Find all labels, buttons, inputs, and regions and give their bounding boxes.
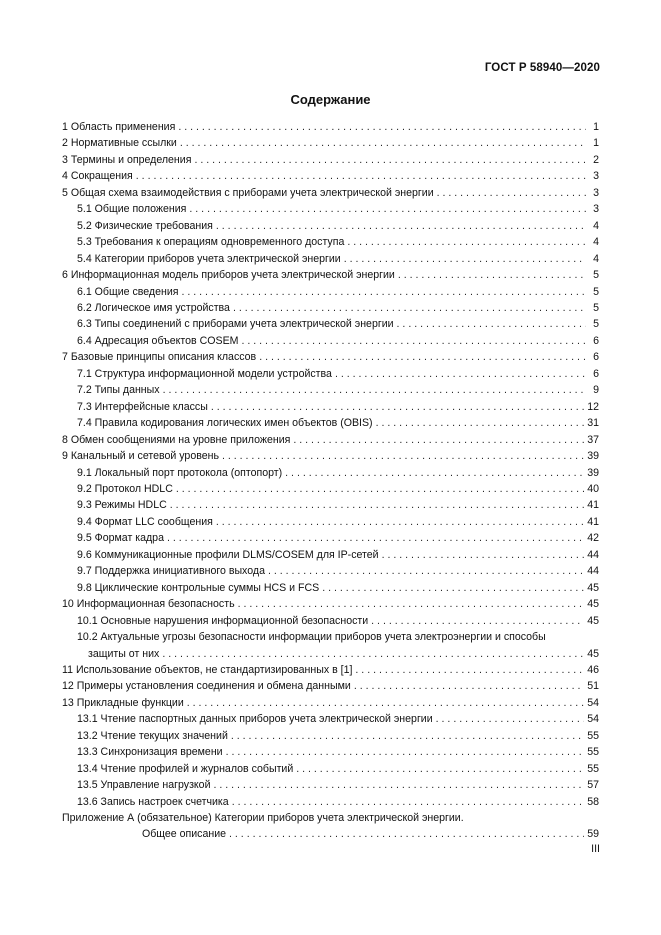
toc-entry-title: Приложение А (обязательное) Категории приборов учета электрической энергии. [62,812,464,825]
toc-entry-title: 13.3 Синхронизация времени [77,746,223,759]
toc-entry-page: 54 [587,696,599,709]
toc-entry-title: 9.2 Протокол HDLC [77,482,173,495]
toc-entry-title: 5.2 Физические требования [77,219,213,232]
toc-entry-title: 9.3 Режимы HDLC [77,499,167,512]
toc-leader-dots [163,382,586,398]
toc-leader-dots [241,333,586,349]
toc-entry-title: 12 Примеры установления соединения и обмена данными [62,680,351,693]
toc-entry[interactable] [62,613,599,629]
toc-entry-title: 9.4 Формат LLC сообщения [77,515,213,528]
toc-entry[interactable] [62,596,599,612]
toc-entry-page: 54 [587,713,599,726]
toc-leader-dots [335,366,586,382]
toc-entry[interactable] [62,465,599,481]
toc-leader-dots [354,678,584,694]
toc-leader-dots [382,547,585,563]
toc-entry[interactable] [62,711,599,727]
toc-entry[interactable] [62,316,599,332]
page-title: Содержание [290,92,371,107]
toc-entry-title: 6.4 Адресация объектов COSEM [77,334,239,347]
toc-entry-title: 13.6 Запись настроек счетчика [77,795,229,808]
toc-entry-title-continuation: защиты от них [88,647,160,660]
toc-entry[interactable] [62,218,599,234]
toc-leader-dots [437,185,586,201]
toc-entry-title: 1 Область применения [62,121,176,133]
toc-leader-dots [180,135,586,151]
toc-entry-title: 4 Сокращения [62,170,133,183]
toc-entry-title: 13 Прикладные функции [62,696,184,709]
toc-leader-dots [322,580,584,596]
toc-entry-title: 5.1 Общие положения [77,203,187,216]
toc-leader-dots [397,316,586,332]
toc-entry[interactable] [62,794,599,810]
toc-entry-page: 40 [587,482,599,495]
toc-leader-dots [296,761,584,777]
toc-leader-dots [376,415,585,431]
toc-entry-page: 42 [587,532,599,545]
toc-entry[interactable] [62,678,599,694]
toc-entry-page: 58 [587,795,599,808]
toc-leader-dots [347,234,586,250]
toc-entry-page: 9 [593,384,599,397]
toc-entry[interactable] [62,695,599,711]
toc-entry[interactable] [62,333,599,349]
toc-entry-page: 6 [593,334,599,347]
toc-entry-page: 5 [593,269,599,282]
toc-entry-title: 6.2 Логическое имя устройства [77,301,230,314]
toc-entry-title: 9 Канальный и сетевой уровень [62,450,219,463]
toc-entry[interactable] [62,152,599,168]
toc-entry-page: 3 [593,170,599,183]
toc-leader-dots [371,613,584,629]
toc-leader-dots [293,432,584,448]
toc-entry-title: 9.1 Локальный порт протокола (оптопорт) [77,466,283,479]
toc-entry-page: 3 [593,186,599,199]
toc-leader-dots [231,728,584,744]
toc-entry-page: 41 [587,499,599,512]
toc-entry[interactable] [62,580,599,596]
toc-entry[interactable] [62,547,599,563]
toc-entry-title: 9.6 Коммуникационные профили DLMS/COSEM для IP-сетей [77,548,379,561]
toc-leader-dots [398,267,586,283]
toc-leader-dots [229,826,584,842]
toc-entry[interactable] [62,300,599,316]
toc-entry-title: 13.2 Чтение текущих значений [77,729,228,742]
toc-entry[interactable] [62,432,599,448]
toc-leader-dots [211,399,584,415]
toc-entry-page: 44 [587,548,599,561]
toc-entry-page: 3 [593,203,599,216]
toc-entry-page: 57 [587,779,599,792]
toc-entry-page: 6 [593,367,599,380]
toc-entry-title: 13.5 Управление нагрузкой [77,779,211,792]
toc-entry-title: 13.1 Чтение паспортных данных приборов учета электрической энергии [77,713,433,726]
toc-entry[interactable] [62,810,599,843]
toc-entry-page: 1 [593,137,599,150]
toc-leader-dots [344,251,586,267]
toc-entry-page: 12 [587,400,599,413]
toc-entry-page: 59 [587,828,599,841]
toc-entry-title-continuation: Общее описание [142,828,227,841]
toc-entry-title: 3 Термины и определения [62,153,192,166]
toc-entry[interactable] [62,728,599,744]
toc-entry-title: 10.2 Актуальные угрозы безопасности информации приборов учета электроэнергии и способы [77,631,546,644]
toc-entry-title: 5.4 Категории приборов учета электрической энергии [77,252,341,265]
toc-entry-title: 7.2 Типы данных [77,384,160,397]
toc-entry-page: 6 [593,351,599,364]
toc-entry-title: 6.3 Типы соединений с приборами учета электрической энергии [77,318,394,331]
toc-entry[interactable] [62,530,599,546]
toc-leader-dots [259,349,586,365]
toc-entry-title: 11 Использование объектов, не стандартизированных в [1] [62,663,353,676]
toc-leader-dots [182,284,587,300]
toc-entry[interactable] [62,284,599,300]
toc-entry[interactable] [62,448,599,464]
toc-entry[interactable] [62,497,599,513]
toc-leader-dots [178,119,586,135]
toc-entry[interactable] [62,563,599,579]
document-standard-number: ГОСТ Р 58940—2020 [484,62,600,74]
toc-entry-page: 45 [587,647,599,660]
toc-leader-dots [189,201,586,217]
toc-entry[interactable] [62,267,599,283]
toc-leader-dots [268,563,584,579]
toc-entry-title: 10 Информационная безопасность [62,598,235,611]
toc-entry-page: 31 [587,417,599,430]
toc-entry-page: 5 [593,318,599,331]
toc-entry-title: 13.4 Чтение профилей и журналов событий [77,762,294,775]
toc-entry-title: 6 Информационная модель приборов учета электрической энергии [62,269,395,282]
toc-leader-dots [285,465,584,481]
toc-entry[interactable] [62,777,599,793]
toc-entry-title: 5.3 Требования к операциям одновременного доступа [77,236,345,249]
toc-leader-dots [238,596,585,612]
toc-entry-page: 55 [587,762,599,775]
toc-entry-page: 51 [587,680,599,693]
toc-entry-page: 41 [587,515,599,528]
toc-entry-title: 8 Обмен сообщениями на уровне приложения [62,433,291,446]
toc-entry-title: 7.1 Структура информационной модели устройства [77,367,332,380]
toc-leader-dots [216,218,586,234]
toc-entry[interactable] [62,399,599,415]
toc-leader-dots [162,646,584,662]
toc-entry-page: 55 [587,729,599,742]
toc-entry-page: 39 [587,466,599,479]
toc-leader-dots [187,695,584,711]
table-of-contents [62,119,599,843]
toc-leader-dots [232,794,585,810]
toc-entry[interactable] [62,662,599,678]
toc-entry[interactable] [62,349,599,365]
toc-entry-title: 5 Общая схема взаимодействия с приборами учета электрической энергии [62,186,434,199]
toc-entry[interactable] [62,168,599,184]
toc-leader-dots [226,744,585,760]
toc-entry[interactable] [62,119,599,135]
toc-entry[interactable] [62,201,599,217]
toc-entry-title: 9.5 Формат кадра [77,532,164,545]
toc-entry-page: 46 [587,663,599,676]
toc-leader-dots [216,514,584,530]
toc-leader-dots [136,168,586,184]
toc-entry-title: 7 Базовые принципы описания классов [62,351,257,364]
toc-entry-page: 55 [587,746,599,759]
toc-entry-title: 6.1 Общие сведения [77,285,179,298]
toc-entry-page: 5 [593,301,599,314]
toc-entry[interactable] [62,744,599,760]
toc-entry[interactable] [62,366,599,382]
toc-entry-page: 4 [593,236,599,249]
toc-entry-page: 4 [593,252,599,265]
toc-entry[interactable] [62,135,599,151]
toc-entry[interactable] [62,761,599,777]
toc-leader-dots [233,300,586,316]
toc-entry-page: 1 [593,121,599,133]
toc-leader-dots [194,152,586,168]
toc-entry-page: 45 [587,581,599,594]
toc-entry-page: 5 [593,285,599,298]
toc-entry[interactable] [62,481,599,497]
page-number: III [591,843,600,855]
toc-entry[interactable] [62,629,599,662]
toc-entry-page: 44 [587,565,599,578]
toc-entry[interactable] [62,234,599,250]
toc-entry-title: 9.7 Поддержка инициативного выхода [77,565,265,578]
toc-leader-dots [167,530,584,546]
toc-leader-dots [355,662,584,678]
toc-leader-dots [222,448,584,464]
toc-entry-page: 4 [593,219,599,232]
toc-entry[interactable] [62,514,599,530]
toc-entry-page: 45 [587,598,599,611]
toc-entry[interactable] [62,185,599,201]
toc-entry-page: 2 [593,153,599,166]
toc-leader-dots [176,481,584,497]
toc-entry-page: 45 [587,614,599,627]
toc-entry-page: 39 [587,450,599,463]
toc-leader-dots [214,777,585,793]
toc-entry[interactable] [62,251,599,267]
toc-entry-title: 9.8 Циклические контрольные суммы HCS и FCS [77,581,320,594]
toc-entry-title: 2 Нормативные ссылки [62,137,177,150]
toc-entry-title: 7.3 Интерфейсные классы [77,400,208,413]
toc-entry[interactable] [62,382,599,398]
toc-entry[interactable] [62,415,599,431]
toc-leader-dots [436,711,585,727]
toc-entry-page: 37 [587,433,599,446]
toc-leader-dots [170,497,584,513]
toc-entry-title: 10.1 Основные нарушения информационной безопасности [77,614,369,627]
toc-entry-title: 7.4 Правила кодирования логических имен объектов (OBIS) [77,417,373,430]
